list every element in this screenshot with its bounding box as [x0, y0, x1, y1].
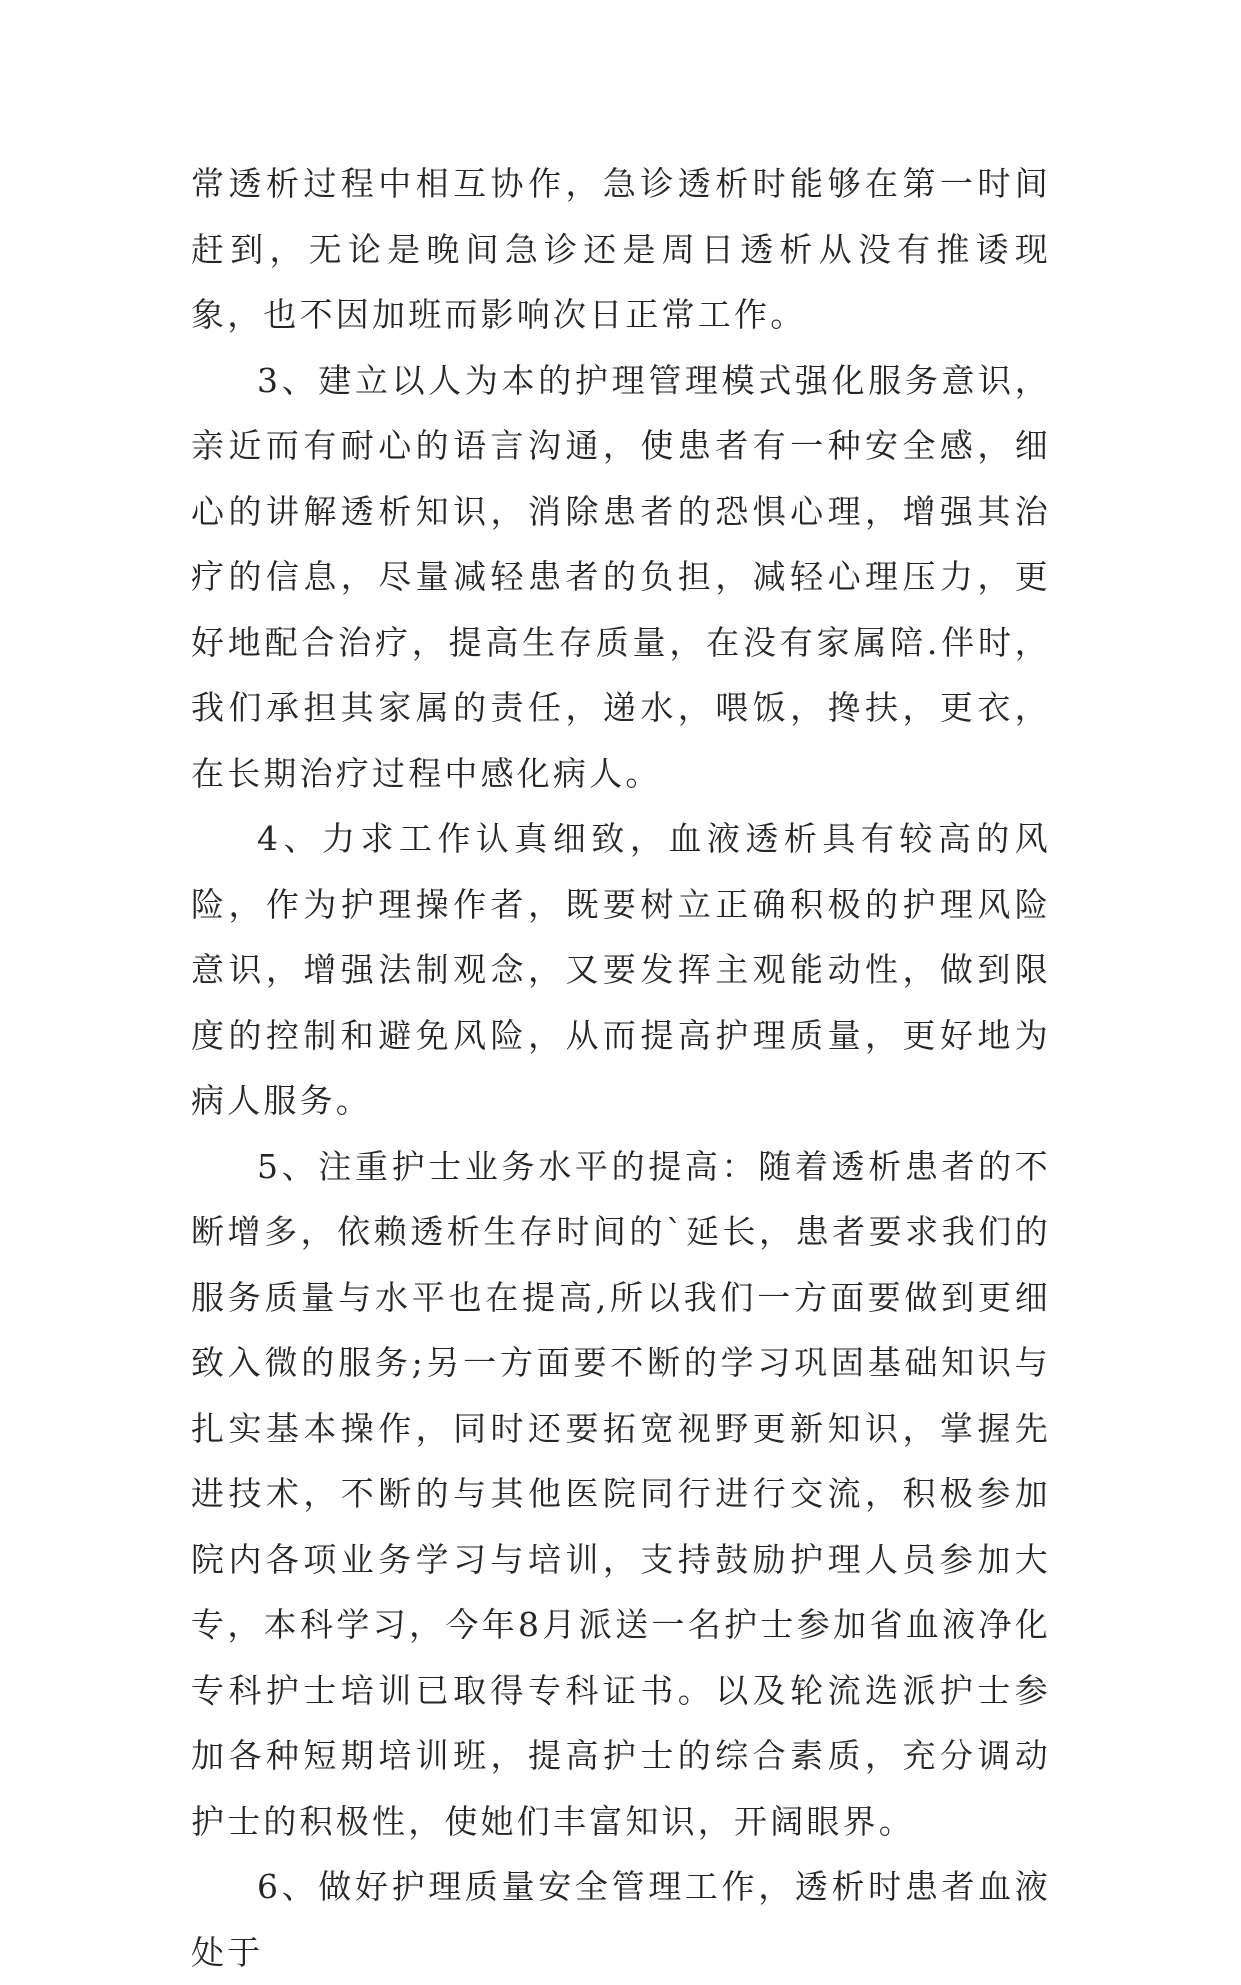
document-body [191, 151, 1051, 1985]
paragraph-2: 3、建立以人为本的护理管理模式强化服务意识，亲近而有耐心的语言沟通，使患者有一种安全感，细心的讲解透析知识，消除患者的恐惧心理，增强其治疗的信息，尽量减轻患者的负担，减轻心理压力，更好地配合治疗，提高生存质量，在没有家属陪.伴时，我们承担其家属的责任，递水，喂饭，搀扶，更衣，在长期治疗过程中感化病人。 [191, 360, 1051, 793]
paragraph-4: 5、注重护士业务水平的提高：随着透析患者的不断增多，依赖透析生存时间的`延长，患者要求我们的服务质量与水平也在提高,所以我们一方面要做到更细致入微的服务;另一方面要不断的学习巩固基础知识与扎实基本操作，同时还要拓宽视野更新知识，掌握先进技术，不断的与其他医院同行进行交流，积极参加院内各项业务学习与培训，支持鼓励护理人员参加大专，本科学习，今年8月派送一名护士参加省血液净化专科护士培训已取得专科证书。以及轮流选派护士参加各种短期培训班，提高护士的综合素质，充分调动护士的积极性，使她们丰富知识，开阔眼界。 [191, 1146, 1051, 1841]
paragraph-3: 4、力求工作认真细致，血液透析具有较高的风险，作为护理操作者，既要树立正确积极的护理风险意识，增强法制观念，又要发挥主观能动性，做到限度的控制和避免风险，从而提高护理质量，更好地为病人服务。 [191, 819, 1051, 1120]
paragraph-1: 常透析过程中相互协作，急诊透析时能够在第一时间赶到，无论是晚间急诊还是周日透析从没有推诿现象，也不因加班而影响次日正常工作。 [191, 164, 1051, 334]
paragraph-5: 6、做好护理质量安全管理工作，透析时患者血液处于 [191, 1867, 1051, 1972]
